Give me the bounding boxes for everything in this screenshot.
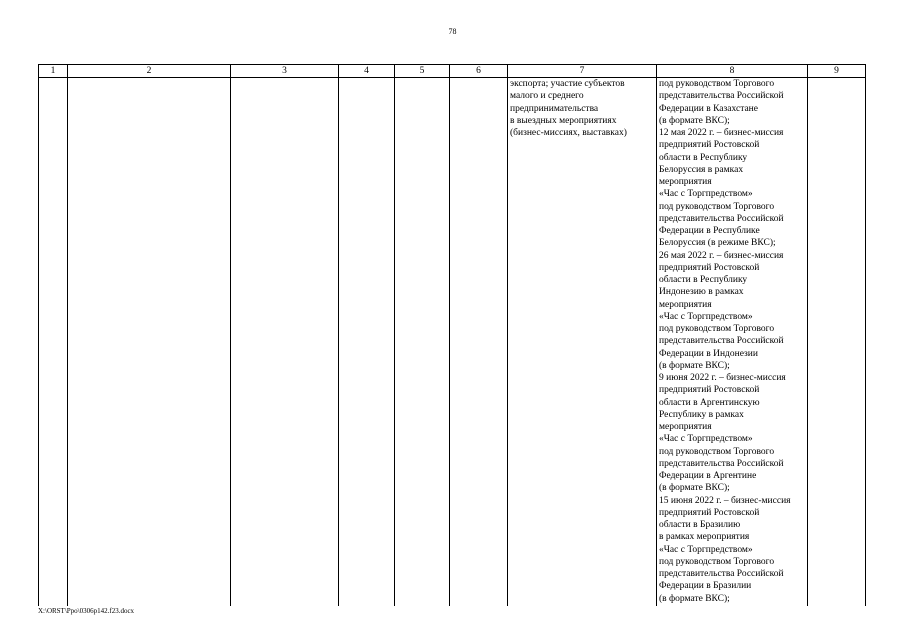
text-line: под руководством Торгового <box>659 446 775 457</box>
text-line: представительства Российской <box>659 91 784 102</box>
text-line: (бизнес-миссиях, выставках) <box>510 128 627 138</box>
text-line: под руководством Торгового <box>659 556 775 567</box>
text-line: «Час с Торгпредством» <box>659 434 753 445</box>
text-line: в рамках мероприятия <box>659 532 750 543</box>
column-header-7: 7 <box>508 65 657 78</box>
text-line: Федерации в Бразилии <box>659 581 752 592</box>
column-header-9: 9 <box>808 65 866 78</box>
cell-col-8 <box>657 78 808 607</box>
table-header-row <box>39 65 866 78</box>
cell-col-8-text <box>657 78 807 605</box>
text-line: представительства Российской <box>659 569 784 579</box>
text-line: представительства Российской <box>659 213 784 224</box>
text-line: «Час с Торгпредством» <box>659 311 753 322</box>
text-line: мероприятия <box>659 299 712 310</box>
text-line: Федерации в Аргентине <box>659 471 757 481</box>
column-header-6: 6 <box>450 65 508 78</box>
text-line: предприятий Ростовской <box>659 385 760 396</box>
text-line: под руководством Торгового <box>659 324 775 334</box>
text-line: предприятий Ростовской <box>659 507 760 518</box>
text-line: под руководством Торгового <box>659 79 775 89</box>
text-line: 15 июня 2022 г. – бизнес-миссия <box>659 495 791 506</box>
text-line: Федерации в Индонезии <box>659 348 758 359</box>
text-line: под руководством Торгового <box>659 201 775 212</box>
table-row <box>39 78 866 607</box>
text-line: мероприятия <box>659 422 712 432</box>
column-header-1: 1 <box>39 65 68 78</box>
text-line: Белоруссия в рамках <box>659 164 744 175</box>
text-line: 12 мая 2022 г. – бизнес-миссия <box>659 128 784 138</box>
text-line: в выездных мероприятиях <box>510 115 617 126</box>
text-line: мероприятия <box>659 177 712 187</box>
text-line: «Час с Торгпредством» <box>659 189 753 200</box>
text-line: Республику в рамках <box>659 409 744 420</box>
cell-col-6 <box>450 78 508 607</box>
text-line: (в формате ВКС); <box>659 483 730 494</box>
text-line: области в Бразилию <box>659 520 741 530</box>
text-line: области в Республику <box>659 275 748 285</box>
cell-col-4 <box>339 78 395 607</box>
text-line: области в Республику <box>659 152 748 163</box>
cell-col-1 <box>39 78 68 607</box>
text-line: (в формате ВКС); <box>659 115 730 126</box>
text-line: Федерации в Республике <box>659 226 760 236</box>
text-line: предпринимательства <box>510 103 599 114</box>
column-header-2: 2 <box>68 65 231 78</box>
column-header-8: 8 <box>657 65 808 78</box>
text-line: области в Аргентинскую <box>659 397 760 408</box>
text-line: «Час с Торгпредством» <box>659 544 753 555</box>
text-line: (в формате ВКС); <box>659 360 730 371</box>
footer-file-path: X:\ORST\Ppo\0306p142.f23.docx <box>38 607 135 615</box>
text-line: представительства Российской <box>659 458 784 469</box>
text-line: Индонезию в рамках <box>659 287 744 298</box>
cell-col-9 <box>808 78 866 607</box>
document-table <box>38 64 866 606</box>
text-line: предприятий Ростовской <box>659 140 760 151</box>
column-header-4: 4 <box>339 65 395 78</box>
text-line: 26 мая 2022 г. – бизнес-миссия <box>659 250 784 261</box>
text-line: представительства Российской <box>659 336 784 347</box>
text-line: Федерации в Казахстане <box>659 103 758 114</box>
text-line: экспорта; участие субъектов <box>510 79 625 89</box>
text-line: малого и среднего <box>510 91 584 102</box>
text-line: 9 июня 2022 г. – бизнес-миссия <box>659 373 786 383</box>
text-line: Белоруссия (в режиме ВКС); <box>659 238 776 249</box>
text-line: предприятий Ростовской <box>659 262 760 273</box>
column-header-5: 5 <box>395 65 450 78</box>
cell-col-2 <box>68 78 231 607</box>
page-number: 78 <box>448 27 457 36</box>
text-line: (в формате ВКС); <box>659 593 730 604</box>
cell-col-7-text <box>508 78 656 139</box>
cell-col-5 <box>395 78 450 607</box>
cell-col-3 <box>231 78 339 607</box>
cell-col-7 <box>508 78 657 607</box>
column-header-3: 3 <box>231 65 339 78</box>
